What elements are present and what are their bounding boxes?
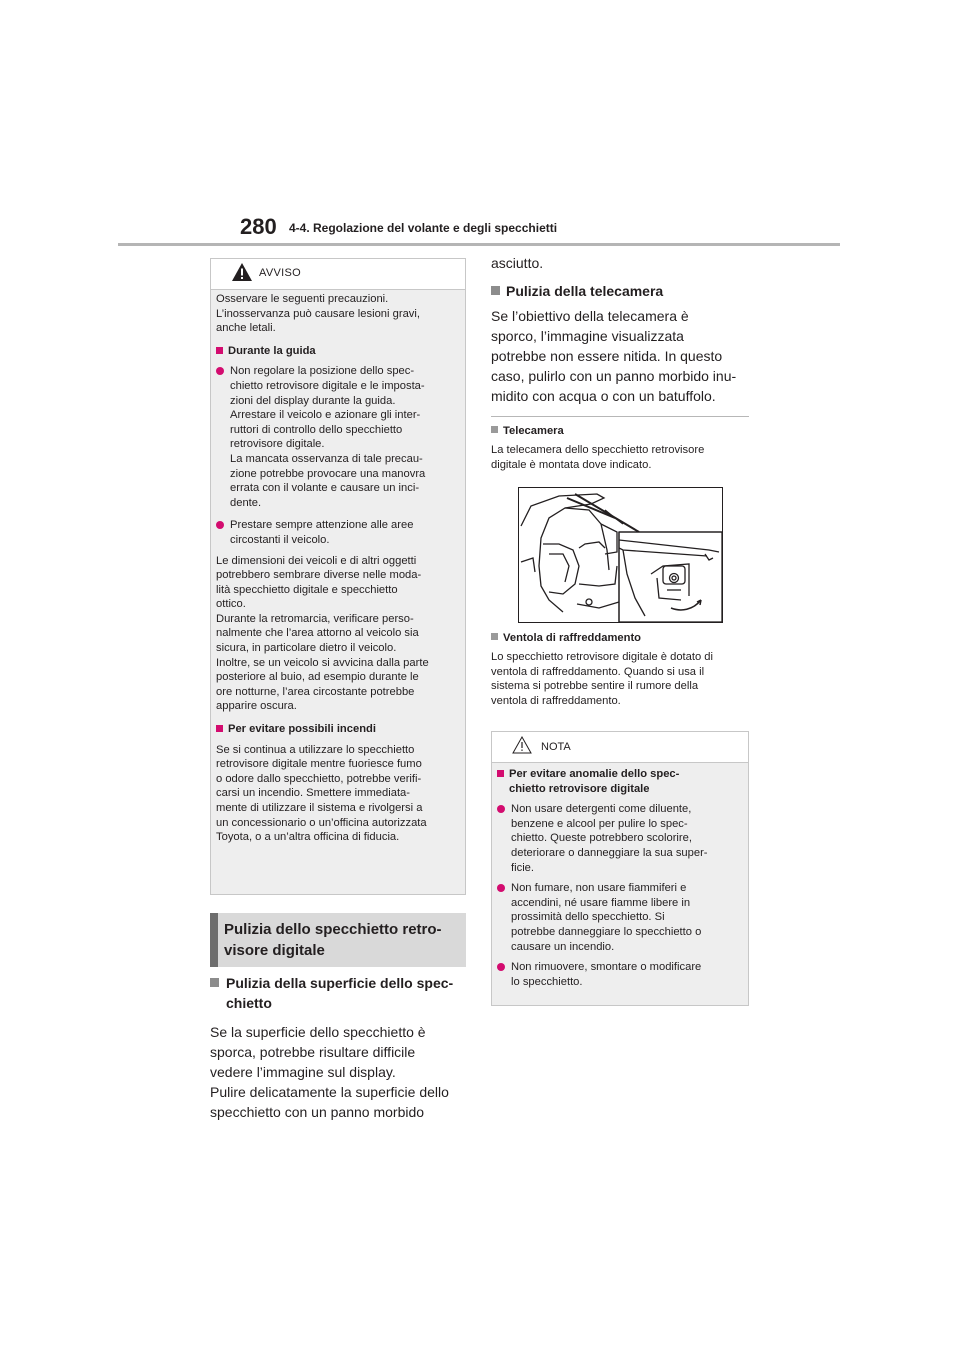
- left-column: [210, 973, 466, 1122]
- camera-title: Telecamera: [491, 424, 749, 439]
- square-bullet-icon: [491, 633, 498, 640]
- warning-header: [211, 259, 465, 290]
- square-bullet-icon: [216, 725, 223, 732]
- warning-intro-line: Osservare le seguenti precauzioni.: [216, 293, 389, 305]
- section-heading: Pulizia dello specchietto retro- visore digitale: [224, 921, 442, 959]
- subsection-heading: Pulizia della superficie dello spec- chietto: [210, 973, 466, 1013]
- round-bullet-icon: [216, 367, 224, 375]
- round-bullet-icon: [497, 805, 505, 813]
- camera-section: [491, 424, 749, 472]
- nota-bullet: Non usare detergenti come diluente, benzene e alcool per pulire lo spec- chietto. Queste potrebbero scolorire, deteriorare o danneggiare la sua super- ficie.: [497, 802, 743, 875]
- warning-body: [216, 292, 460, 845]
- band-accent-bar: [210, 913, 218, 967]
- nota-title: NOTA: [541, 741, 571, 753]
- fan-section: [491, 631, 749, 709]
- fan-title: Ventola di raffreddamento: [491, 631, 749, 646]
- body-text: asciutto.: [491, 255, 544, 271]
- warning-paragraph: Le dimensioni dei veicoli e di altri oggetti potrebbero sembrare diverse nelle moda- lità specchietto digitale e specchietto ottico. Durante la retromarcia, verificare perso- nalmente che l’area attorno al veicolo sia sicura, in particolare dietro il veicolo. Inoltre, se un veicolo si avvicina dalla parte posteriore al buio, ad esempio durante le ore notturne, l’area circostante potrebbe apparire oscura.: [216, 554, 429, 713]
- nota-body: [497, 767, 743, 989]
- round-bullet-icon: [216, 521, 224, 529]
- camera-description: La telecamera dello specchietto retrovisore digitale è montata dove indicato.: [491, 443, 705, 471]
- square-bullet-icon: [216, 347, 223, 354]
- warning-intro-line: L’inosservanza può causare lesioni gravi,: [216, 307, 420, 320]
- warning-bullet: Prestare sempre attenzione alle aree circostanti il veicolo.: [216, 518, 460, 547]
- nota-bullet: Non fumare, non usare fiammiferi e accendini, né usare fiamme libere in prossimità dello specchietto. Si potrebbe danneggiare lo specchietto o causare un incendio.: [497, 881, 743, 954]
- section-title: 4-4. Regolazione del volante e degli specchietti: [289, 221, 558, 235]
- square-bullet-icon: [210, 978, 219, 987]
- warning-box: [210, 258, 466, 895]
- nota-header: [492, 732, 748, 763]
- warning-title: AVVISO: [259, 267, 301, 279]
- subsection-heading: Pulizia della telecamera: [491, 281, 749, 301]
- camera-illustration: [518, 487, 723, 623]
- round-bullet-icon: [497, 884, 505, 892]
- round-bullet-icon: [497, 963, 505, 971]
- warning-intro-line: anche letali.: [216, 322, 276, 335]
- nota-bullet: Non rimuovere, smontare o modificare lo specchietto.: [497, 960, 743, 989]
- body-text: Se la superficie dello specchietto è sporca, potrebbe risultare difficile vedere l’immagine sul display. Pulire delicatamente la superficie dello specchietto con un panno morbido: [210, 1024, 449, 1120]
- warning-bullet: Non regolare la posizione dello spec- chietto retrovisore digitale e le imposta- zioni del display durante la guida. Arrestare il veicolo e azionare gli inter- ruttori di controllo dello specchietto retrovisore digitale. La mancata osservanza di tale precau- zione potrebbe provocare una manovra errata con il volante e causare un inci- dente.: [216, 364, 460, 510]
- warning-triangle-icon: [231, 262, 253, 282]
- divider: [491, 416, 749, 417]
- nota-subheading: Per evitare anomalie dello spec- chietto retrovisore digitale: [497, 767, 743, 796]
- caution-triangle-icon: [512, 736, 532, 754]
- nota-box: [491, 731, 749, 1006]
- body-text: Se l’obiettivo della telecamera è sporco, l’immagine visualizzata potrebbe non essere nitida. In questo caso, pulirlo con un panno morbido inu- midito con acqua o con un batuffolo.: [491, 308, 737, 404]
- square-bullet-icon: [491, 286, 500, 295]
- page-number: 280: [240, 214, 277, 239]
- right-column: [491, 253, 749, 406]
- fan-description: Lo specchietto retrovisore digitale è dotato di ventola di raffreddamento. Quando si usa il sistema si potrebbe sentire il rumore della ventola di raffreddamento.: [491, 650, 714, 708]
- warning-paragraph: Se si continua a utilizzare lo specchietto retrovisore digitale mentre fuoriesce fumo o odore dallo specchietto, potrebbe verifi- carsi un incendio. Smettere immediata- mente di utilizzare il sistema e rivolgersi a un concessionario o un’officina autorizzata Toyota, o a un’altra officina di fiducia.: [216, 743, 427, 844]
- header-rule: [118, 243, 840, 246]
- square-bullet-icon: [497, 770, 504, 777]
- section-heading-band: [210, 913, 466, 967]
- warning-subheading: Durante la guida: [216, 344, 460, 359]
- warning-subheading: Per evitare possibili incendi: [216, 722, 460, 737]
- square-bullet-icon: [491, 426, 498, 433]
